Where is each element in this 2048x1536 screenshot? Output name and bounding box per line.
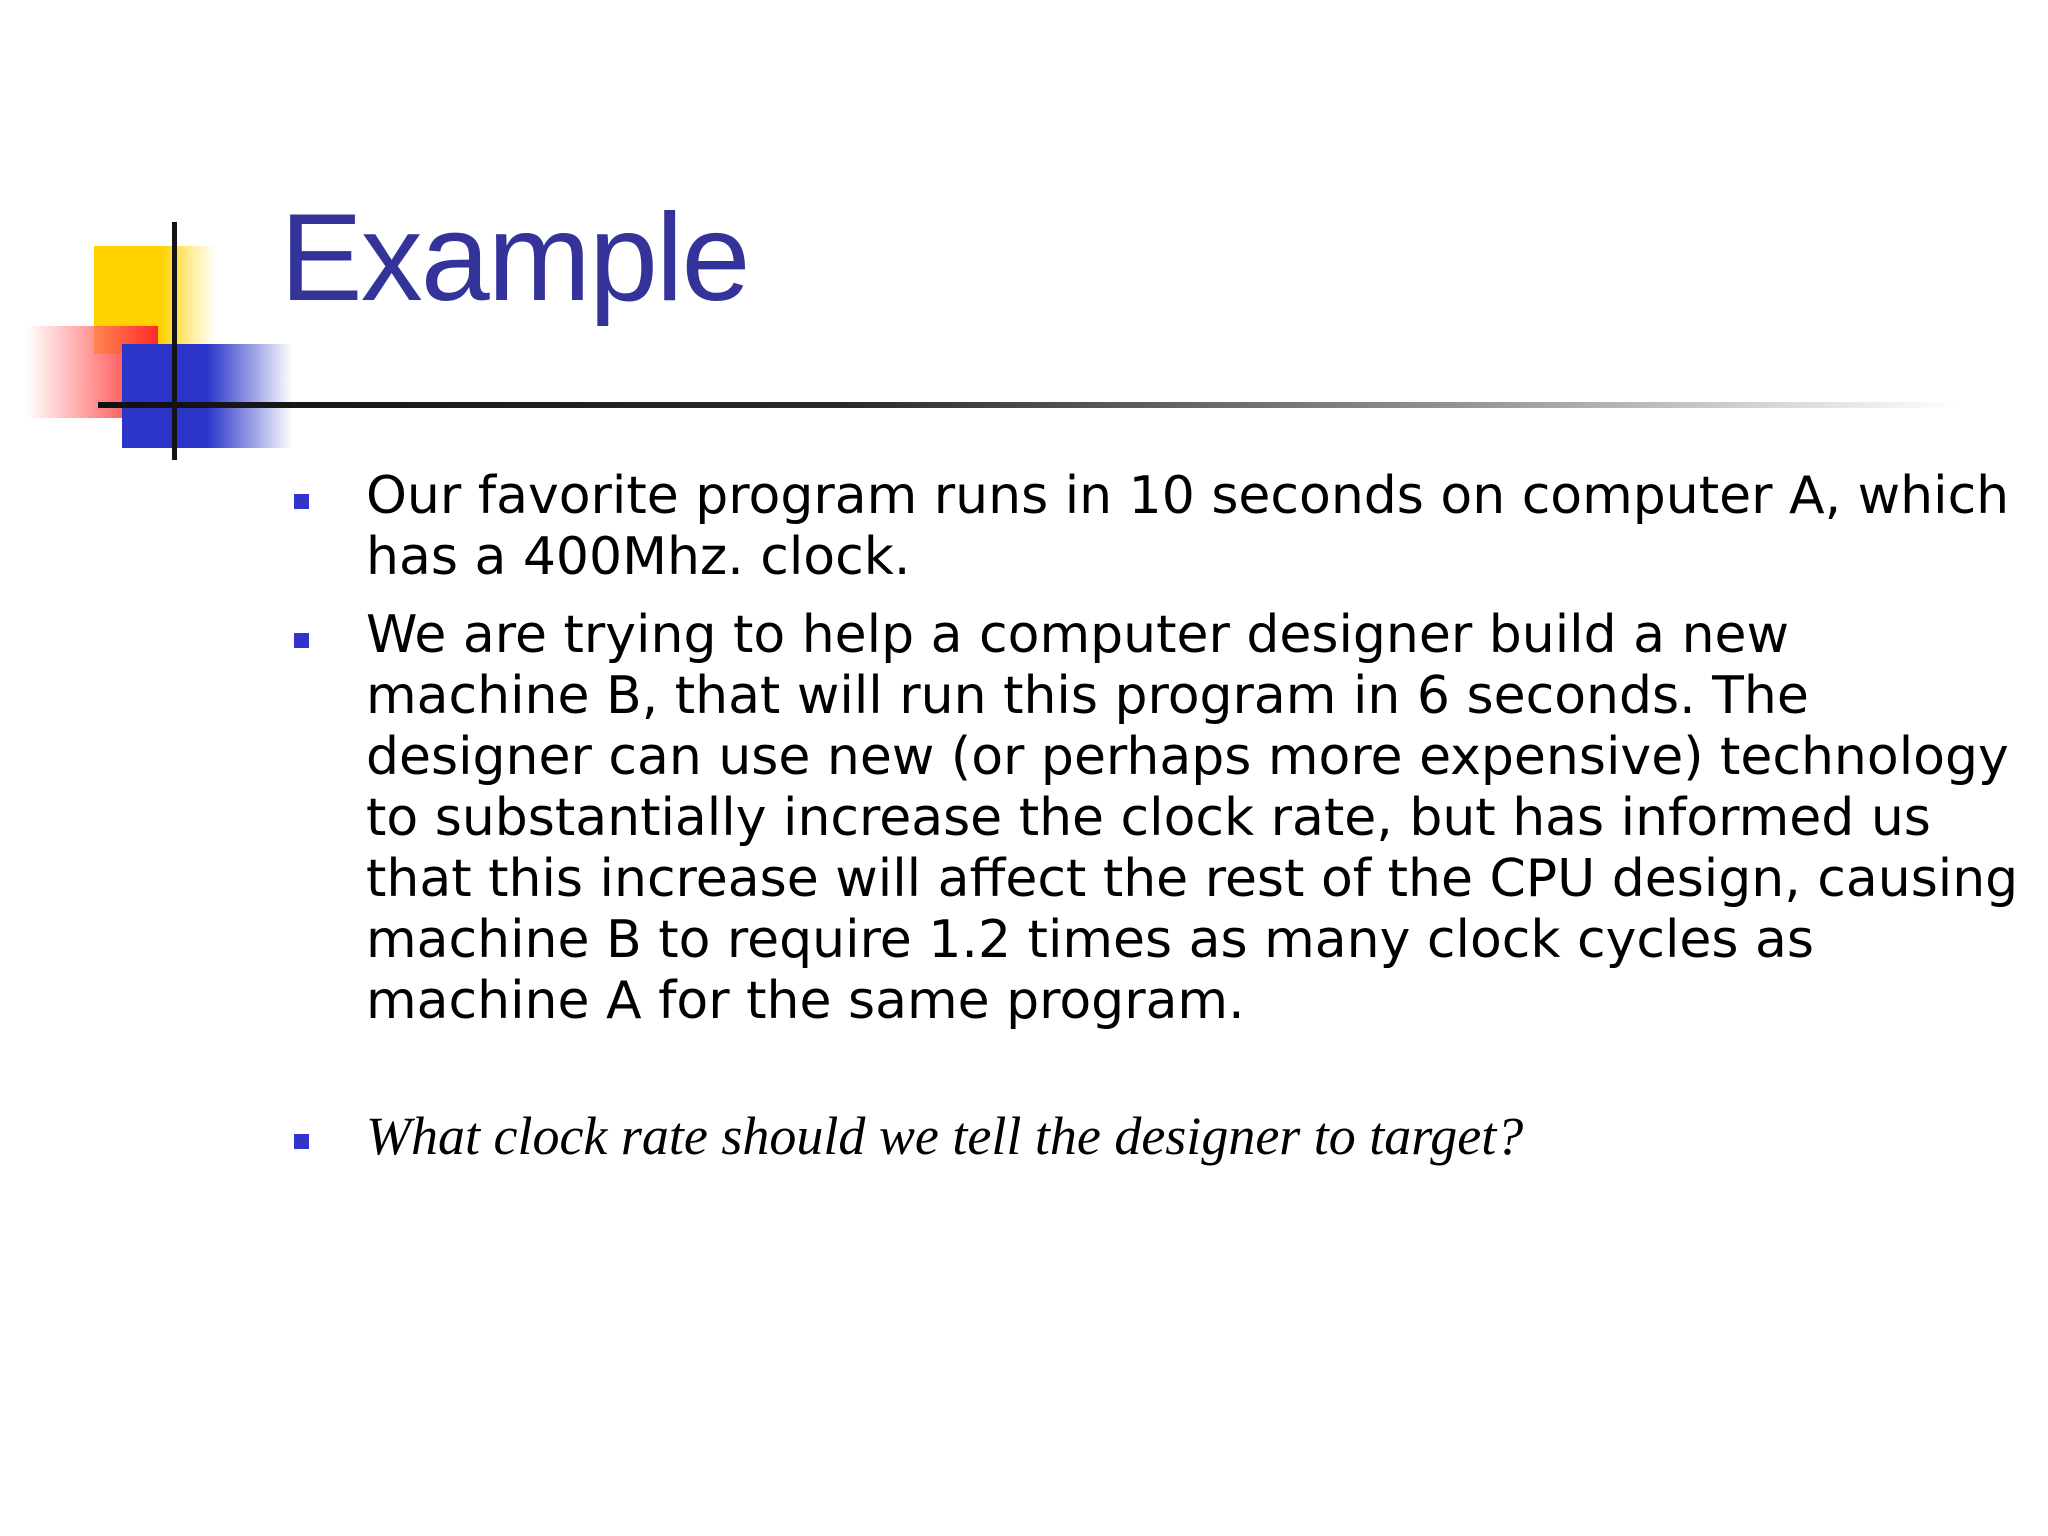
square-bullet-icon <box>294 494 309 509</box>
title-underline-rule <box>98 402 1960 408</box>
decorative-blue-square <box>122 344 292 448</box>
bullet-list <box>288 466 2028 1184</box>
bullet-text: Our favorite program runs in 10 seconds on computer A, which has a 400Mhz. clock. <box>366 466 2010 587</box>
slide-title: Example <box>280 189 749 327</box>
bullet-item <box>288 466 2028 588</box>
bullet-text: We are trying to help a computer designer build a new machine B, that will run this program in 6 seconds. The designer can use new (or perhaps more expensive) technology to substantially increase the clock rate, but has informed us that this increase will affect the rest of the CPU design, causing machine B to require 1.2 times as many clock cycles as machine A for the same program. <box>366 605 2019 1031</box>
square-bullet-icon <box>294 1134 309 1149</box>
bullet-item <box>288 605 2028 1032</box>
bullet-text: What clock rate should we tell the designer to target? <box>366 1106 1524 1166</box>
decorative-vertical-line <box>172 222 177 460</box>
square-bullet-icon <box>294 633 309 648</box>
bullet-item-question <box>288 1106 2028 1167</box>
